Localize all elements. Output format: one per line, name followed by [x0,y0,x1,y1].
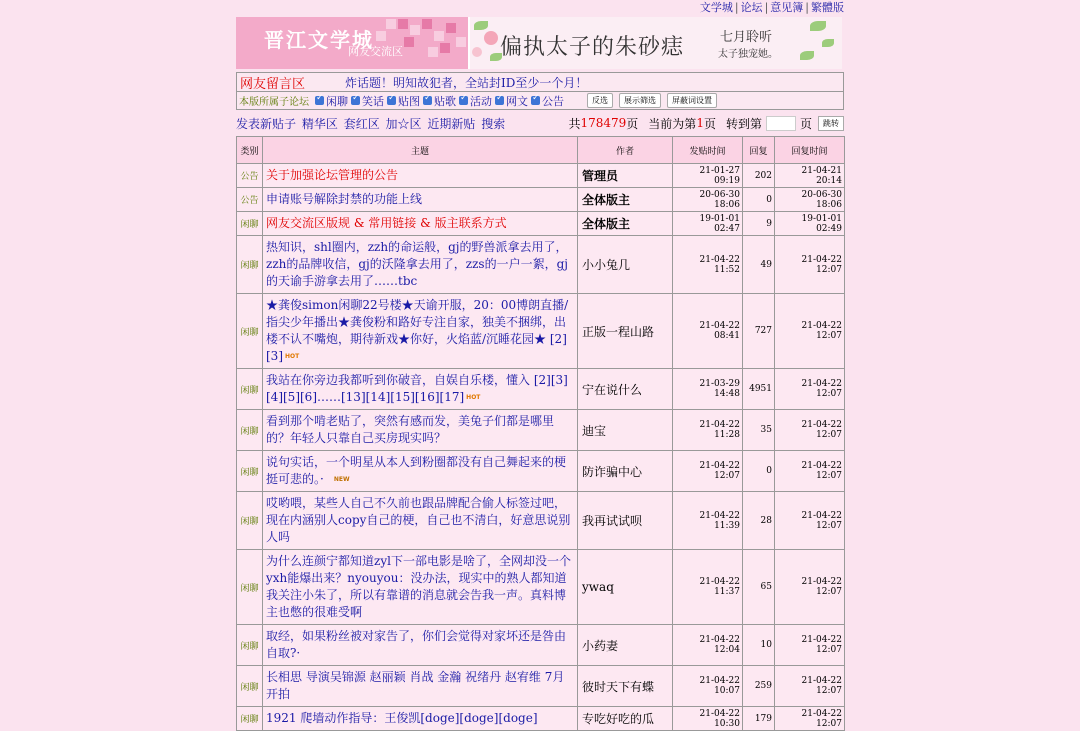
filter-xianliao-checkbox[interactable]: ✓ 闲聊 [315,93,348,109]
thread-title-link[interactable]: 取经，如果粉丝被对家告了，你们会觉得对家坏还是咎由自取?· [266,629,567,660]
thread-reply-count: 28 [743,492,775,550]
site-logo[interactable] [236,17,468,69]
thread-title-link[interactable]: ★龚俊simon闲聊22号楼★天谕开服，20：00博朗直播/指尖少年播出★龚俊粉和路好专注自家，独美不捆绑，出楼不认不嘴炮，期待新戏★你好，火焰蓝/沉睡花园★ [266,298,569,346]
thread-reply-time: 21-04-22 12:07 [775,625,845,666]
thread-list [237,164,845,731]
thread-reply-time: 21-04-21 20:14 [775,164,845,188]
thread-reply-count: 179 [743,707,775,731]
goto-button[interactable]: 跳转 [818,116,844,131]
nav-link-luntan[interactable]: 论坛 [740,1,763,14]
search-link[interactable]: 搜索 [481,116,506,131]
thread-title-link[interactable]: 关于加强论坛管理的公告 [266,168,399,182]
banner [236,17,844,69]
thread-subject [263,625,578,666]
thread-category: 闲聊 [237,666,263,707]
thread-title-link[interactable]: 为什么连颜宁都知道zyl下一部电影是啥了，全网却没一个yxh能爆出来？nyouyou：没办法，现实中的熟人都知道我关注小朱了，所以有靠谱的消息就会告我一声。真料博主也憋的很难受啊 [266,554,571,619]
table-row[interactable] [237,492,845,550]
thread-category: 闲聊 [237,625,263,666]
thread-reply-time: 21-04-22 12:07 [775,294,845,369]
col-header-category: 类别 [237,137,263,164]
checkbox-icon [495,96,504,105]
table-row[interactable] [237,294,845,369]
thread-author[interactable]: 彼时天下有蝶 [578,666,673,707]
thread-reply-count: 0 [743,188,775,212]
new-post-link[interactable]: 发表新贴子 [236,116,297,131]
board-name[interactable]: 网友留言区 [240,76,306,92]
thread-subject [263,164,578,188]
thread-subject [263,236,578,294]
nav-link-fanti[interactable]: 繁體版 [811,1,844,14]
thread-reply-time: 21-04-22 12:07 [775,369,845,410]
thread-reply-count: 202 [743,164,775,188]
thread-title-link[interactable]: 长相思 导演吴锦源 赵丽颖 肖战 金瀚 祝绪丹 赵宥维 7月开拍 [266,670,565,701]
filter-wangwen-checkbox[interactable]: ✓ 网文 [495,93,528,109]
table-row[interactable] [237,369,845,410]
thread-category: 闲聊 [237,451,263,492]
thread-subject [263,188,578,212]
thread-author[interactable]: 全体版主 [578,188,673,212]
thread-reply-time: 21-04-22 12:07 [775,666,845,707]
table-row[interactable] [237,625,845,666]
thread-subject [263,707,578,731]
col-header-post-time: 发贴时间 [673,137,743,164]
logo-title: 晋江文学城 [264,28,374,52]
thread-post-time: 21-04-22 12:04 [673,625,743,666]
thread-post-time: 21-04-22 12:07 [673,451,743,492]
featured-link[interactable]: 精华区 [301,116,338,131]
thread-post-time: 21-01-27 09:19 [673,164,743,188]
table-row[interactable] [237,212,845,236]
thread-reply-count: 65 [743,550,775,625]
thread-subject [263,666,578,707]
thread-reply-count: 10 [743,625,775,666]
thread-reply-time: 21-04-22 12:07 [775,410,845,451]
thread-category: 公告 [237,164,263,188]
new-badge-icon: NEW [333,476,350,483]
thread-post-time: 21-04-22 11:52 [673,236,743,294]
thread-page-links[interactable]: [2][3] [266,332,567,363]
thread-author[interactable]: 管理员 [578,164,673,188]
thread-author[interactable]: 全体版主 [578,212,673,236]
invert-selection-button[interactable]: 反选 [587,93,613,108]
filter-tietu-checkbox[interactable]: ✓ 贴图 [387,93,420,109]
table-row[interactable] [237,164,845,188]
filter-tiege-checkbox[interactable]: ✓ 贴歌 [423,93,456,109]
thread-title-link[interactable]: 网友交流区版规 & 常用链接 & 版主联系方式 [266,216,507,230]
thread-category: 闲聊 [237,236,263,294]
thread-category: 闲聊 [237,550,263,625]
checkbox-icon [315,96,324,105]
board-notice[interactable]: 炸话题！明知故犯者，全站封ID至少一个月！ [345,75,588,90]
thread-title-link[interactable]: 热知识，shl圈内，zzh的命运般，gj的野兽派拿去用了，zzh的品牌收信，gj的沃隆拿去用了，zzs的一户一絮，gj的天谕手游拿去用了……tbc [266,240,568,288]
thread-category: 闲聊 [237,492,263,550]
table-row[interactable] [237,188,845,212]
checkbox-icon [423,96,432,105]
blocked-words-button[interactable]: 屏蔽词设置 [667,93,717,108]
thread-post-time: 21-04-22 11:37 [673,550,743,625]
thread-author[interactable]: 我再试试呗 [578,492,673,550]
thread-subject [263,410,578,451]
recent-posts-link[interactable]: 近期新贴 [427,116,476,131]
thread-subject [263,550,578,625]
col-header-reply-time: 回复时间 [775,137,845,164]
thread-author[interactable]: 正版一程山路 [578,294,673,369]
starred-link[interactable]: 加☆区 [385,116,422,131]
hot-badge-icon: HOT [466,394,481,401]
category-filter-row [236,92,844,110]
thread-category: 闲聊 [237,294,263,369]
thread-category: 公告 [237,188,263,212]
col-header-replies: 回复 [743,137,775,164]
table-row[interactable] [237,707,845,731]
thread-subject [263,212,578,236]
table-row[interactable] [237,666,845,707]
thread-table [236,136,845,731]
novel-ad-banner[interactable] [468,17,842,69]
thread-author[interactable]: ywaq [578,550,673,625]
table-header-row [237,137,845,164]
action-links [236,115,507,132]
thread-title-link[interactable]: 1921 爬墙动作指导：王俊凯[doge][doge][doge] [266,711,538,725]
thread-reply-count: 35 [743,410,775,451]
thread-author[interactable]: 小药妻 [578,625,673,666]
board-header [236,72,844,92]
thread-post-time: 21-04-22 08:41 [673,294,743,369]
page [236,0,844,731]
col-header-author: 作者 [578,137,673,164]
hot-badge-icon: HOT [285,353,300,360]
thread-author[interactable]: 小小兔几 [578,236,673,294]
table-row[interactable] [237,451,845,492]
goto-page-input[interactable] [766,116,796,131]
novel-tagline: 太子独宠她。 [718,49,778,60]
thread-category: 闲聊 [237,410,263,451]
checkbox-icon [459,96,468,105]
thread-reply-time: 21-04-22 12:07 [775,550,845,625]
thread-category: 闲聊 [237,707,263,731]
thread-reply-count: 727 [743,294,775,369]
thread-reply-time: 21-04-22 12:07 [775,707,845,731]
novel-title: 偏执太子的朱砂痣 [500,35,685,60]
thread-category: 闲聊 [237,369,263,410]
filter-huodong-checkbox[interactable]: ✓ 活动 [459,93,492,109]
checkbox-icon [351,96,360,105]
thread-post-time: 20-06-30 18:06 [673,188,743,212]
thread-title-link[interactable]: 说句实话，一个明星从本人到粉圈都没有自己舞起来的梗挺可悲的。· [266,455,567,486]
table-row[interactable] [237,550,845,625]
thread-author[interactable]: 防诈骗中心 [578,451,673,492]
col-header-subject: 主题 [263,137,578,164]
thread-author[interactable]: 迪宝 [578,410,673,451]
thread-reply-count: 4951 [743,369,775,410]
filter-gonggao-checkbox[interactable]: ✓ 公告 [531,93,564,109]
logo-subtitle: 网友交流区 [348,45,403,58]
novel-author: 七月聆听 [720,30,773,45]
thread-post-time: 19-01-01 02:47 [673,212,743,236]
thread-author[interactable]: 专吃好吃的瓜 [578,707,673,731]
thread-subject [263,294,578,369]
thread-post-time: 21-04-22 10:30 [673,707,743,731]
thread-reply-time: 21-04-22 12:07 [775,492,845,550]
table-row[interactable] [237,236,845,294]
nav-link-yijianbu[interactable]: 意见簿 [770,1,804,14]
thread-reply-count: 49 [743,236,775,294]
thread-subject [263,451,578,492]
thread-author[interactable]: 宁在说什么 [578,369,673,410]
total-pages: 178479 [580,116,627,130]
thread-post-time: 21-03-29 14:48 [673,369,743,410]
pagination: 共 178479 页 当前为第 1 页 转到第 页 跳转 [568,115,844,132]
thread-reply-count: 0 [743,451,775,492]
filter-xiaohua-checkbox[interactable]: ✓ 笑话 [351,93,384,109]
nav-link-wenxuecheng[interactable]: 文学城 [699,1,733,14]
thread-subject [263,369,578,410]
thread-page-links[interactable]: [2][3][4][5][6]……[13][14][15][16][17] [266,373,568,404]
thread-title-link[interactable]: 看到那个啃老贴了，突然有感而发，美兔子们都是哪里的？年轻人只靠自己买房现实吗？ [266,414,555,445]
checkbox-icon [387,96,396,105]
top-nav: 文学城 | 论坛 | 意见簿 | 繁體版 [236,0,844,16]
thread-reply-time: 20-06-30 18:06 [775,188,845,212]
thread-post-time: 21-04-22 10:07 [673,666,743,707]
action-row [236,112,844,134]
thread-subject [263,492,578,550]
thread-title-link[interactable]: 我站在你旁边我都听到你破音，自娱自乐楼，懂入 [266,373,531,387]
table-row[interactable] [237,410,845,451]
current-page: 1 [696,116,704,130]
thread-reply-time: 19-01-01 02:49 [775,212,845,236]
checkbox-icon [531,96,540,105]
thread-reply-count: 9 [743,212,775,236]
thread-title-link[interactable]: 哎哟喂，某些人自己不久前也跟品牌配合偷人标签过吧，现在内涵别人copy自己的梗，自己也不清白，好意思说别人吗 [266,496,571,544]
thread-post-time: 21-04-22 11:28 [673,410,743,451]
show-filter-button[interactable]: 展示筛选 [619,93,661,108]
thread-reply-time: 21-04-22 12:07 [775,451,845,492]
thread-category: 闲聊 [237,212,263,236]
thread-reply-count: 259 [743,666,775,707]
category-filter-label: 本版所属子论坛 [239,97,309,108]
thread-title-link[interactable]: 申请账号解除封禁的功能上线 [266,192,423,206]
thread-post-time: 21-04-22 11:39 [673,492,743,550]
thread-reply-time: 21-04-22 12:07 [775,236,845,294]
red-highlight-link[interactable]: 套红区 [343,116,380,131]
